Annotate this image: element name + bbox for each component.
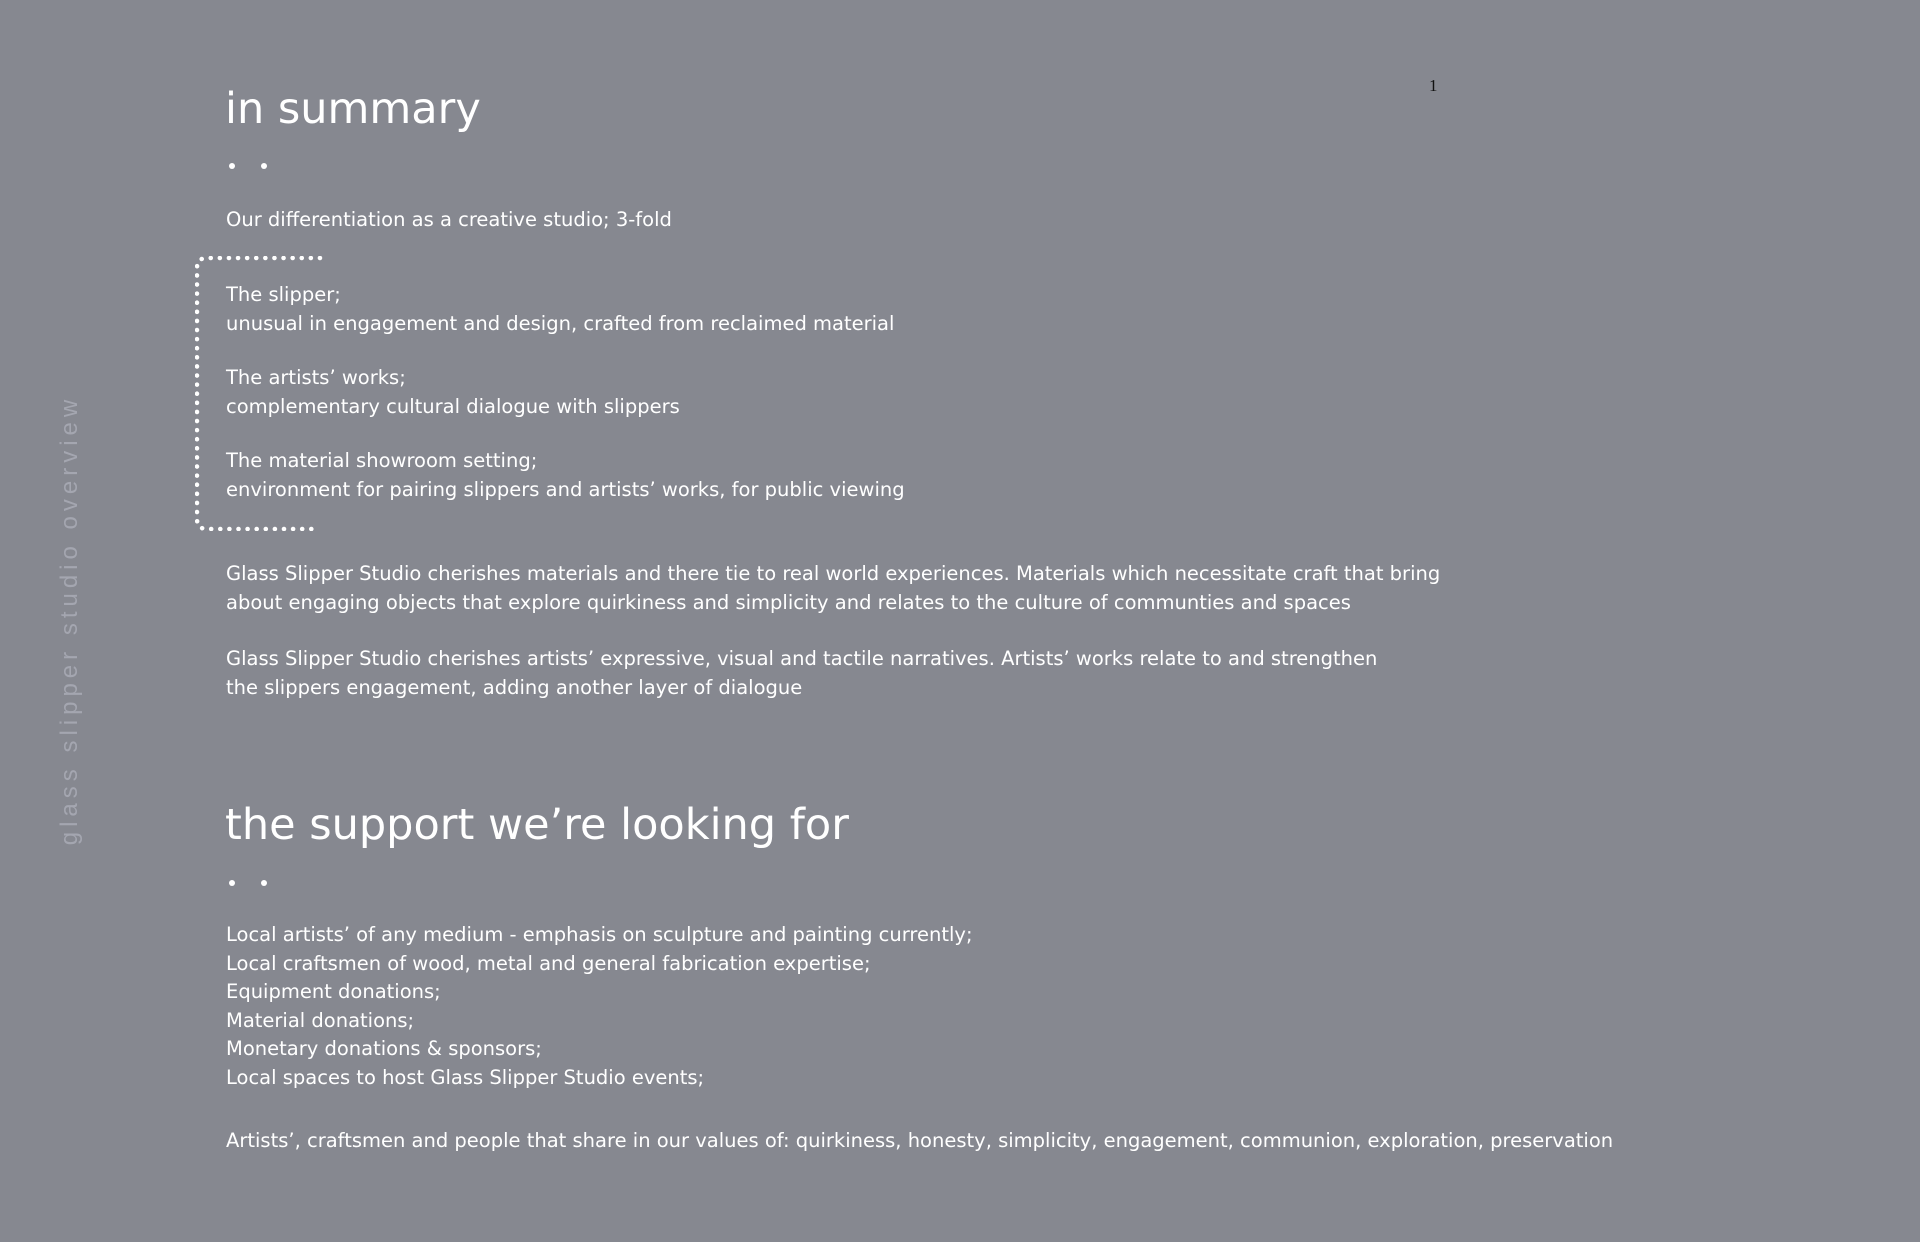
support-item: Equipment donations; [226, 980, 441, 1003]
support-item: Local artists’ of any medium - emphasis on sculpture and painting currently; [226, 923, 973, 946]
paragraph-line: the slippers engagement, adding another layer of dialogue [226, 675, 803, 699]
support-item: Local spaces to host Glass Slipper Studio events; [226, 1065, 705, 1089]
paragraph-line: Glass Slipper Studio cherishes materials and there tie to real world experiences. Materials which necessitate craft that bring [226, 562, 1441, 585]
summary-dots-divider [229, 163, 269, 171]
point-title: The artists’ works; [226, 366, 406, 389]
paragraph-line: Glass Slipper Studio cherishes artists’ expressive, visual and tactile narratives. Artists’ works relate to and strengthen [226, 647, 1378, 670]
summary-point [226, 447, 905, 504]
point-title: The material showroom setting; [226, 449, 538, 472]
support-heading: the support we’re looking for [225, 800, 849, 850]
page-number: 1 [1429, 76, 1438, 95]
summary-heading: in summary [225, 84, 481, 134]
support-list [226, 921, 973, 1092]
point-description: complementary cultural dialogue with slippers [226, 394, 680, 418]
support-item: Material donations; [226, 1008, 415, 1032]
summary-intro: Our differentiation as a creative studio; 3-fold [226, 208, 672, 231]
summary-point [226, 281, 894, 338]
point-description: unusual in engagement and design, crafted from reclaimed material [226, 311, 895, 335]
point-title: The slipper; [226, 283, 341, 306]
support-item: Monetary donations & sponsors; [226, 1037, 542, 1060]
paragraph-line: about engaging objects that explore quirkiness and simplicity and relates to the culture of communties and spaces [226, 590, 1351, 614]
summary-paragraph [226, 560, 1440, 617]
support-dots-divider [229, 880, 269, 888]
support-closing: Artists’, craftsmen and people that share in our values of: quirkiness, honesty, simplicity, engagement, communion, exploration, preservation [226, 1129, 1614, 1152]
support-item: Local craftsmen of wood, metal and general fabrication expertise; [226, 951, 871, 975]
point-description: environment for pairing slippers and artists’ works, for public viewing [226, 477, 905, 501]
summary-paragraph [226, 645, 1377, 702]
side-label: glass slipper studio overview [56, 394, 83, 846]
summary-point [226, 364, 680, 421]
